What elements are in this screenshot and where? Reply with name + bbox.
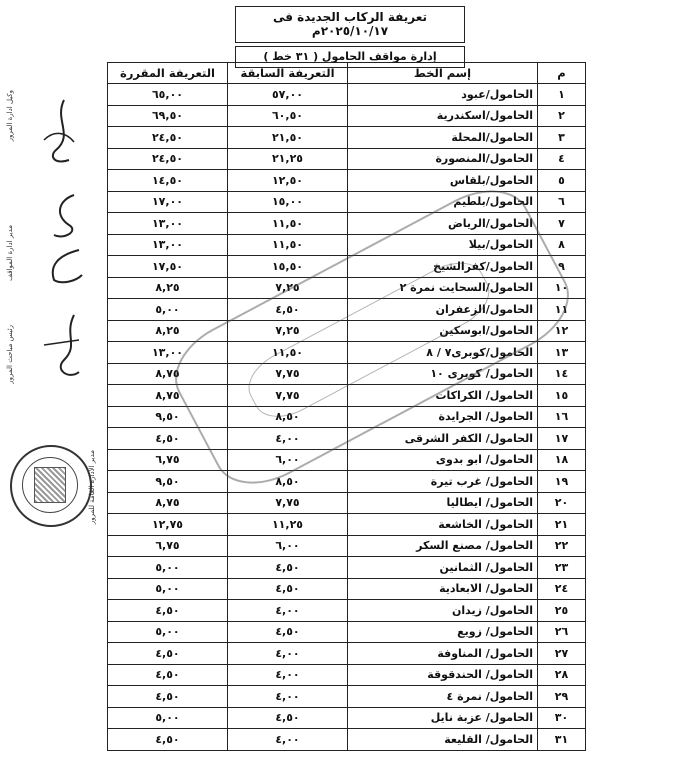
row-number: ٣٠ (538, 707, 586, 729)
previous-fare: ٦٠,٥٠ (228, 105, 348, 127)
row-number: ١٩ (538, 471, 586, 493)
route-name: الحامول/ الخاشعة (348, 514, 538, 536)
new-fare: ٩,٥٠ (108, 471, 228, 493)
row-number: ٢٤ (538, 578, 586, 600)
route-name: الحامول/المنصورة (348, 148, 538, 170)
previous-fare: ٤,٥٠ (228, 707, 348, 729)
new-fare: ٤,٥٠ (108, 729, 228, 751)
signature-label: وكيل ادارة المرور (6, 90, 14, 142)
new-fare: ١٧,٠٠ (108, 191, 228, 213)
seal-emblem-icon (34, 467, 66, 503)
previous-fare: ٤,٠٠ (228, 600, 348, 622)
new-fare: ١٤,٥٠ (108, 170, 228, 192)
previous-fare: ٧,٧٥ (228, 385, 348, 407)
new-fare: ٥,٠٠ (108, 707, 228, 729)
previous-fare: ٧,٧٥ (228, 363, 348, 385)
table-row (108, 363, 586, 385)
route-name: الحامول/بلقاس (348, 170, 538, 192)
route-name: الحامول/بيلا (348, 234, 538, 256)
row-number: ١٠ (538, 277, 586, 299)
new-fare: ٨,٢٥ (108, 320, 228, 342)
row-number: ١ (538, 84, 586, 106)
previous-fare: ٧,٢٥ (228, 277, 348, 299)
route-name: الحامول/ مصنع السكر (348, 535, 538, 557)
table-row (108, 148, 586, 170)
new-fare: ٢٤,٥٠ (108, 127, 228, 149)
route-name: الحامول/عبود (348, 84, 538, 106)
table-row (108, 643, 586, 665)
route-name: الحامول/ الحندقوقة (348, 664, 538, 686)
route-name: الحامول/ المناوفة (348, 643, 538, 665)
row-number: ٢٩ (538, 686, 586, 708)
row-number: ٢٣ (538, 557, 586, 579)
route-name: الحامول/بلطيم (348, 191, 538, 213)
signature-label: مدير ادارة المواقف (6, 225, 14, 282)
new-fare: ٤,٥٠ (108, 643, 228, 665)
row-number: ٣١ (538, 729, 586, 751)
new-fare: ٥,٠٠ (108, 578, 228, 600)
row-number: ٦ (538, 191, 586, 213)
table-row (108, 492, 586, 514)
previous-fare: ٤,٠٠ (228, 686, 348, 708)
previous-fare: ١١,٥٠ (228, 213, 348, 235)
previous-fare: ١٥,٥٠ (228, 256, 348, 278)
row-number: ٧ (538, 213, 586, 235)
table-row (108, 578, 586, 600)
previous-fare: ١١,٢٥ (228, 514, 348, 536)
col-header-previous: التعريفة السابقة (228, 63, 348, 84)
table-row (108, 299, 586, 321)
table-row (108, 320, 586, 342)
previous-fare: ٢١,٢٥ (228, 148, 348, 170)
new-fare: ١٢,٧٥ (108, 514, 228, 536)
table-row (108, 385, 586, 407)
table-row (108, 449, 586, 471)
new-fare: ٤,٥٠ (108, 686, 228, 708)
previous-fare: ٤,٥٠ (228, 621, 348, 643)
table-row (108, 621, 586, 643)
table-row (108, 557, 586, 579)
previous-fare: ٧,٢٥ (228, 320, 348, 342)
table-row (108, 213, 586, 235)
new-fare: ٤,٥٠ (108, 664, 228, 686)
new-fare: ٨,٧٥ (108, 385, 228, 407)
previous-fare: ٦,٠٠ (228, 449, 348, 471)
route-name: الحامول/ الجرايدة (348, 406, 538, 428)
handwritten-signature-icon (24, 300, 94, 390)
new-fare: ٤,٥٠ (108, 428, 228, 450)
previous-fare: ٤,٠٠ (228, 729, 348, 751)
route-name: الحامول/اسكندرية (348, 105, 538, 127)
route-name: الحامول/ ايطاليا (348, 492, 538, 514)
row-number: ١١ (538, 299, 586, 321)
row-number: ٢٦ (538, 621, 586, 643)
new-fare: ٨,٢٥ (108, 277, 228, 299)
row-number: ٢ (538, 105, 586, 127)
table-row (108, 428, 586, 450)
previous-fare: ٢١,٥٠ (228, 127, 348, 149)
previous-fare: ٤,٠٠ (228, 428, 348, 450)
route-name: الحامول/ نمرة ٤ (348, 686, 538, 708)
previous-fare: ٤,٥٠ (228, 299, 348, 321)
route-name: الحامول/ زيدان (348, 600, 538, 622)
col-header-num: م (538, 63, 586, 84)
row-number: ١٣ (538, 342, 586, 364)
table-row (108, 406, 586, 428)
route-name: الحامول/الزعفران (348, 299, 538, 321)
previous-fare: ١١,٥٠ (228, 342, 348, 364)
document-subtitle: إدارة مواقف الحامول ( ٣١ خط ) (235, 46, 465, 68)
handwritten-signature-icon (24, 185, 94, 295)
new-fare: ٩,٥٠ (108, 406, 228, 428)
route-name: الحامول/كوبرى٧ / ٨ (348, 342, 538, 364)
previous-fare: ٤,٥٠ (228, 578, 348, 600)
document-title: تعريفة الركاب الجديدة فى ٢٠٢٥/١٠/١٧م (235, 6, 465, 43)
new-fare: ١٣,٠٠ (108, 213, 228, 235)
official-seal-icon (10, 445, 92, 527)
row-number: ٢٧ (538, 643, 586, 665)
table-row (108, 535, 586, 557)
route-name: الحامول/كفرالشيخ (348, 256, 538, 278)
new-fare: ١٣,٠٠ (108, 342, 228, 364)
row-number: ٢٢ (538, 535, 586, 557)
new-fare: ٨,٧٥ (108, 492, 228, 514)
previous-fare: ٥٧,٠٠ (228, 84, 348, 106)
route-name: الحامول/ابوسكين (348, 320, 538, 342)
table-row (108, 471, 586, 493)
new-fare: ٢٤,٥٠ (108, 148, 228, 170)
previous-fare: ١١,٥٠ (228, 234, 348, 256)
table-row (108, 514, 586, 536)
row-number: ٣ (538, 127, 586, 149)
new-fare: ٦,٧٥ (108, 535, 228, 557)
row-number: ٨ (538, 234, 586, 256)
previous-fare: ٧,٧٥ (228, 492, 348, 514)
new-fare: ١٣,٠٠ (108, 234, 228, 256)
row-number: ٢١ (538, 514, 586, 536)
row-number: ٢٨ (538, 664, 586, 686)
route-name: الحامول/السحايت نمرة ٢ (348, 277, 538, 299)
col-header-route: إسم الخط (348, 63, 538, 84)
table-row (108, 277, 586, 299)
table-row (108, 342, 586, 364)
table-row (108, 707, 586, 729)
previous-fare: ٨,٥٠ (228, 406, 348, 428)
table-row (108, 234, 586, 256)
signature-label: مدير الادارة العامة للمرور (88, 450, 96, 525)
table-row (108, 191, 586, 213)
signature-block-3 (6, 300, 101, 400)
new-fare: ١٧,٥٠ (108, 256, 228, 278)
row-number: ١٨ (538, 449, 586, 471)
row-number: ٥ (538, 170, 586, 192)
row-number: ١٦ (538, 406, 586, 428)
route-name: الحامول/ القليعة (348, 729, 538, 751)
table-row (108, 105, 586, 127)
new-fare: ٥,٠٠ (108, 621, 228, 643)
new-fare: ٥,٠٠ (108, 557, 228, 579)
route-name: الحامول/ الابعادية (348, 578, 538, 600)
previous-fare: ٤,٠٠ (228, 664, 348, 686)
previous-fare: ١٥,٠٠ (228, 191, 348, 213)
new-fare: ٨,٧٥ (108, 363, 228, 385)
previous-fare: ٤,٠٠ (228, 643, 348, 665)
table-row (108, 729, 586, 751)
handwritten-signature-icon (24, 80, 84, 180)
route-name: الحامول/ زويع (348, 621, 538, 643)
row-number: ١٢ (538, 320, 586, 342)
route-name: الحامول/ عزبة نايل (348, 707, 538, 729)
new-fare: ٤,٥٠ (108, 600, 228, 622)
row-number: ٩ (538, 256, 586, 278)
route-name: الحامول/الرياض (348, 213, 538, 235)
new-fare: ٥,٠٠ (108, 299, 228, 321)
row-number: ٢٠ (538, 492, 586, 514)
signature-block-2 (6, 185, 101, 295)
table-row (108, 84, 586, 106)
route-name: الحامول/ الكفر الشرقى (348, 428, 538, 450)
table-row (108, 664, 586, 686)
table-row (108, 256, 586, 278)
route-name: الحامول/ كوبرى ١٠ (348, 363, 538, 385)
new-fare: ٦٩,٥٠ (108, 105, 228, 127)
table-row (108, 127, 586, 149)
tariff-table (107, 62, 586, 751)
table-row (108, 170, 586, 192)
route-name: الحامول/ الثمانين (348, 557, 538, 579)
signature-label: رئيس مباحث المرور (6, 325, 14, 384)
document-header (235, 6, 465, 68)
row-number: ١٥ (538, 385, 586, 407)
col-header-new: التعريفة المقررة (108, 63, 228, 84)
table-row (108, 686, 586, 708)
previous-fare: ٤,٥٠ (228, 557, 348, 579)
route-name: الحامول/ غرب تيرة (348, 471, 538, 493)
row-number: ١٧ (538, 428, 586, 450)
previous-fare: ٨,٥٠ (228, 471, 348, 493)
previous-fare: ١٢,٥٠ (228, 170, 348, 192)
route-name: الحامول/ الكراكات (348, 385, 538, 407)
row-number: ١٤ (538, 363, 586, 385)
row-number: ٢٥ (538, 600, 586, 622)
row-number: ٤ (538, 148, 586, 170)
new-fare: ٦٥,٠٠ (108, 84, 228, 106)
new-fare: ٦,٧٥ (108, 449, 228, 471)
route-name: الحامول/ ابو بدوى (348, 449, 538, 471)
signature-block-1 (6, 80, 101, 180)
table-header-row (108, 63, 586, 84)
route-name: الحامول/المحلة (348, 127, 538, 149)
previous-fare: ٦,٠٠ (228, 535, 348, 557)
table-row (108, 600, 586, 622)
